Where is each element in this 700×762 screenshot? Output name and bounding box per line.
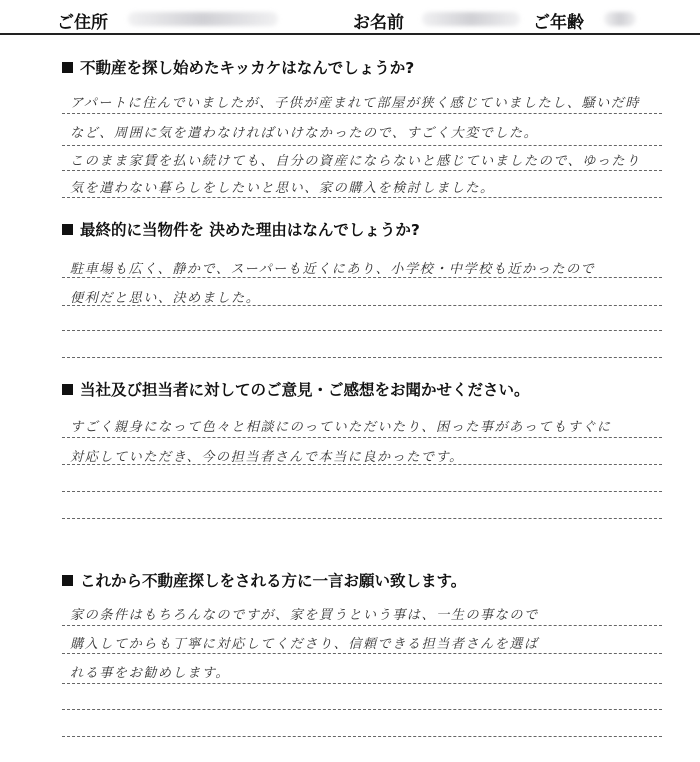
question-3-text: 当社及び担当者に対してのご意見・ご感想をお聞かせください。 xyxy=(80,381,530,399)
answer-2-line-2: 便利だと思い、決めました。 xyxy=(70,291,261,306)
age-redacted xyxy=(604,12,636,26)
ruled-line xyxy=(62,170,662,171)
answer-4-line-2: 購入してからも丁寧に対応してくださり、信頼できる担当者さんを選ば xyxy=(70,637,539,652)
bullet-square-icon xyxy=(62,62,73,73)
question-1-text: 不動産を探し始めたキッカケはなんでしょうか? xyxy=(80,59,415,77)
ruled-line xyxy=(62,197,662,198)
answer-4-line-1: 家の条件はもちろんなのですが、家を買うという事は、一生の事なので xyxy=(70,608,539,623)
name-label: お名前 xyxy=(353,13,404,33)
ruled-line xyxy=(62,625,662,626)
ruled-line xyxy=(62,736,662,737)
question-4-text: これから不動産探しをされる方に一言お願い致します。 xyxy=(80,572,467,590)
answer-2-line-1: 駐車場も広く、静かで、スーパーも近くにあり、小学校・中学校も近かったので xyxy=(70,262,596,277)
age-label: ご年齢 xyxy=(533,13,584,33)
answer-1-line-2: など、周囲に気を遣わなければいけなかったので、すごく大変でした。 xyxy=(70,126,539,141)
bullet-square-icon xyxy=(62,575,73,586)
answer-1-line-3: このまま家賃を払い続けても、自分の資産にならないと感じていましたので、ゆったり xyxy=(70,154,641,169)
ruled-line xyxy=(62,491,662,492)
header-divider xyxy=(0,33,700,35)
ruled-line xyxy=(62,709,662,710)
ruled-line xyxy=(62,277,662,278)
ruled-line xyxy=(62,464,662,465)
question-3 xyxy=(62,378,530,400)
address-redacted xyxy=(128,12,278,26)
name-redacted xyxy=(422,12,520,26)
ruled-line xyxy=(62,518,662,519)
answer-4-line-3: れる事をお勧めします。 xyxy=(70,666,231,681)
ruled-line xyxy=(62,113,662,114)
answer-1-line-4: 気を遣わない暮らしをしたいと思い、家の購入を検討しました。 xyxy=(70,181,495,196)
answer-3-line-2: 対応していただき、今の担当者さんで本当に良かったです。 xyxy=(70,450,464,465)
ruled-line xyxy=(62,330,662,331)
bullet-square-icon xyxy=(62,224,73,235)
header-row xyxy=(0,0,700,40)
ruled-line xyxy=(62,653,662,654)
question-2 xyxy=(62,218,420,240)
ruled-line xyxy=(62,145,662,146)
question-2-text: 最終的に当物件を 決めた理由はなんでしょうか? xyxy=(80,221,420,239)
question-1 xyxy=(62,56,414,78)
ruled-line xyxy=(62,437,662,438)
address-label: ご住所 xyxy=(57,13,108,33)
answer-1-line-1: アパートに住んでいましたが、子供が産まれて部屋が狭く感じていましたし、騒いだ時 xyxy=(70,96,641,111)
question-4 xyxy=(62,569,466,591)
ruled-line xyxy=(62,305,662,306)
answer-3-line-1: すごく親身になって色々と相談にのっていただいたり、困った事があってもすぐに xyxy=(70,420,612,435)
bullet-square-icon xyxy=(62,384,73,395)
ruled-line xyxy=(62,357,662,358)
ruled-line xyxy=(62,683,662,684)
